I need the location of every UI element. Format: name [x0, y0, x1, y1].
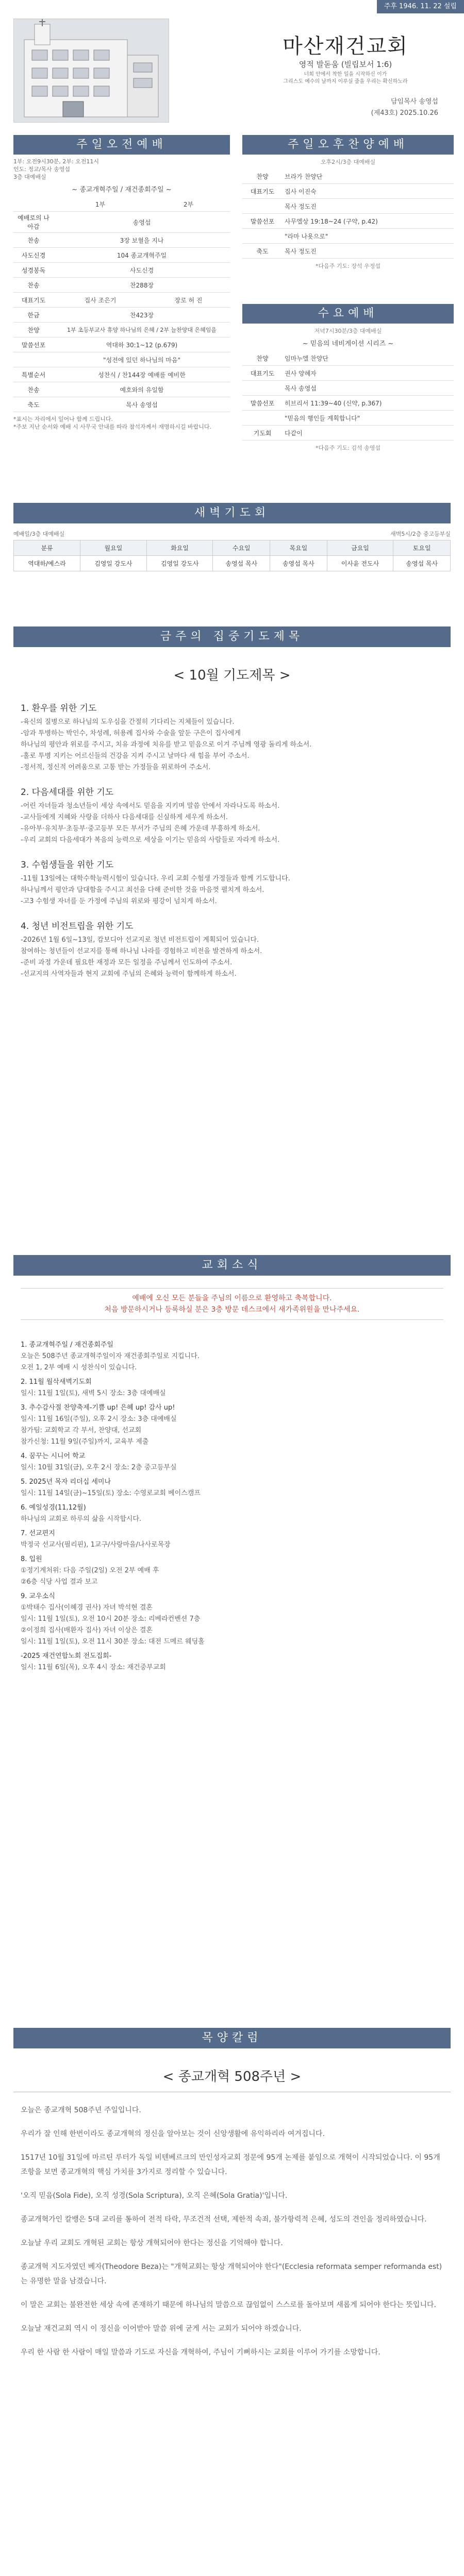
table-row: 한금 찬423장	[13, 308, 230, 323]
church-news-title: 교회소식	[13, 1255, 451, 1276]
issue-number-date: (제43호) 2025.10.26	[371, 109, 438, 117]
intercession-title: 금주의 집중기도제목	[13, 626, 451, 647]
welcome-notice: 예배에 오신 모든 분들을 주님의 이름으로 환영하고 축복합니다. 처음 방문하시거나 등록하실 분은 3층 방문 데스크에서 새가족위원을 만나주세요.	[21, 1288, 443, 1320]
intercession-item: 2. 다음세대를 위한 기도 -어린 자녀들과 청소년들이 세상 속에서도 믿음을 지키며 말씀 안에서 자라나도록 하소서. -교사들에게 지혜와 사랑을 더하사 다음세대를 신실하게 세우게 하소서. -유아부·유치부·초등부·중고등부 모든 부서가 주님의 은혜 가운데 부흥하게 하소서. -우리 교회의 다음세대가 복음의 능력으로 세상을 이기는 믿음의 사람들로 자라게 하소서.	[21, 787, 280, 844]
am-worship-subtitle: ~ 종교개혁주일 / 재건종회주일 ~	[72, 186, 172, 194]
church-name: 마산재건교회	[283, 35, 408, 58]
table-row: 목사 송영섭	[242, 381, 454, 396]
list-item: -2025 재건연합노회 전도집회- 일시: 11월 6일(목), 오후 4시 장소: 재건중부교회	[21, 1652, 166, 1671]
table-row: 분류 월요일 화요일 수요일 목요일 금요일 토요일	[14, 540, 451, 556]
table-row: 말씀선포 히브리서 11:39~40 (신약, p.367)	[242, 396, 454, 411]
table-row: 역대하/예스라 김영일 강도사 김영일 강도사 송영섭 목사 송영섭 목사 이사윤 전도사 송영섭 목사	[14, 556, 451, 571]
list-item: 9. 교우소식 ①박태수 집사(이혜경 권사) 자녀 박석현 결혼 일시: 11월 1일(토), 오전 10시 20분 장소: 리베라컨벤션 7층 ②이정희 집사(배환자 집사) 자녀 이상은 결혼 일시: 11월 1일(토), 오전 11시 30분 장소: 대전 드메르 웨딩홀	[21, 1592, 205, 1646]
year-motto: 영적 발돋움 (빌립보서 1:6)	[299, 60, 392, 69]
table-row: 성경봉독 사도신경	[13, 263, 230, 278]
dawn-prayer-table	[13, 540, 451, 571]
intercession-list	[21, 701, 443, 991]
pm-praise-section: 오후2시/3층 대예배실 찬양 브라가 찬양단 대표기도 집사 이진숙 목사 정도진 말씀선포 사무엘상 19:18~24 (구약, p.42) "라마 나욧으로" 축도 목사 정도진 *다음주 기도: 장석 우정섭	[242, 158, 454, 270]
senior-pastor: 담임목사 송영섭	[390, 98, 438, 106]
intercession-item: 1. 환우를 위한 기도 -육신의 질병으로 하나님의 도우심을 간절히 기다리는 지체들이 있습니다. -암과 투병하는 박인수, 차성례, 허용례 집사와 수술을 앞둔 구은이 집사에게 하나님의 평안과 위로를 주시고, 치유 과정에 치유를 받고 믿음으로 이겨 주님께 영광 돌리게 하소서. -홀로 투병 지키는 어르신들의 건강을 지켜 주시고 날마다 새 힘을 부어 주소서. -정서적, 정신적 어려움으로 고통 받는 가정들을 위로하여 주소서.	[21, 703, 312, 771]
table-row: 1부 2부	[13, 197, 230, 212]
wednesday-table	[242, 351, 454, 440]
pastoral-column-title: 목양칼럼	[13, 2028, 451, 2048]
table-row: 축도 목사 정도진	[242, 244, 454, 259]
am-worship-section: 1부: 오전9시30분, 2부: 오전11시 인도: 정교/목사 송영섭 3층 대예배실 ~ 종교개혁주일 / 재건종회주일 ~ 1부 2부 예배로의 나아감 송영섭 찬송 3장 보혈을 지나 사도신경 104 종교개혁주일 성경봉독 사도신경 찬송 찬288장 대표기도 집사 조은기 장로 허 진 한금 찬423장 찬양 1부 초등부교사 휴양 하나님의 은혜 / 2부 늘찬양대 은혜임을 말씀선포 역대하 30:1~12 (p.679) "성전에 있던 하나님의 마음" 특별순서 성찬식 / 찬144장 예배를 예비한 찬송 예호와의 유일함 축도 목사 송영섭 *표시는 자리에서 일어나 함께 드립니다. *주보 지난 순서와 예배 시 사무국 안내를 따라 참석자께서 재명하시길 바랍니다.	[13, 158, 230, 431]
top-strip	[0, 0, 464, 13]
table-row: 찬송 3장 보혈을 지나	[13, 233, 230, 248]
list-item: 2. 11월 월삭새벽기도회 일시: 11월 1일(토), 새벽 5시 장소: 3층 대예배실	[21, 1378, 166, 1397]
list-item: 5. 2025년 목자 리더십 세미나 일시: 11월 14일(금)~15일(토) 장소: 수영로교회 베이스캠프	[21, 1478, 201, 1497]
intercession-item: 3. 수험생들을 위한 기도 -11월 13일에는 대학수학능력시험이 있습니다. 우리 교회 수험생 가정들과 함께 기도합니다. 하나님께서 평안과 담대함을 주시고 최선을 다해 준비한 것을 마음껏 펼치게 하소서. -고3 수험생 자녀를 둔 가정에 주님의 위로와 평강이 넘치게 하소서.	[21, 860, 290, 905]
building-illustration-icon	[14, 19, 169, 122]
table-row: 목사 정도진	[242, 199, 454, 214]
wednesday-title: 수요예배	[242, 304, 454, 324]
list-item: 7. 선교편지 박정국 선교사(필리핀), 1교구/사랑마을/나사로목장	[21, 1530, 171, 1549]
wednesday-section: 저녁7시30분/3층 대예배실 ~ 믿음의 네비게이션 시리즈 ~ 찬양 임마누엘 찬양단 대표기도 권사 양혜자 목사 송영섭 말씀선포 히브리서 11:39~40 (신약, p.367) "믿음의 행인들 계획합니다" 기도회 다같이 *다음주 기도: 김석 송영섭	[242, 327, 454, 452]
dawn-prayer-section: 예배일/3층 대예배실 새벽5시/2층 중고등부실 분류 월요일 화요일 수요일 목요일 금요일 토요일 역대하/예스라 김영일 강도사 김영일 강도사 송영섭 목사 송영섭 목사 이사윤 전도사 송영섭 목사	[13, 530, 451, 571]
table-row: 특별순서 성찬식 / 찬144장 예배를 예비한	[13, 367, 230, 382]
dawn-prayer-title: 새벽기도회	[13, 503, 451, 523]
church-building-image	[13, 19, 169, 123]
table-row: 말씀선포 역대하 30:1~12 (p.679)	[13, 337, 230, 352]
table-row: 찬양 브라가 찬양단	[242, 169, 454, 184]
table-row: 대표기도 집사 이진숙	[242, 184, 454, 199]
am-worship-title: 주일오전예배	[13, 135, 230, 155]
table-row: 사도신경 104 종교개혁주일	[13, 248, 230, 263]
intercession-item: 4. 청년 비전트립을 위한 기도 -2026년 1월 6일~13일, 캄보디아 선교지로 청년 비전트립이 계획되어 있습니다. 참여하는 청년들이 선교지를 통해 하나님 나라를 경험하고 비전을 발견하게 하소서. -준비 과정 가운데 필요한 재정과 모든 일정을 주님께서 인도하여 주소서. -선교지의 사역자들과 현지 교회에 주님의 은혜와 능력이 함께하게 하소서.	[21, 921, 262, 978]
table-row: 대표기도 집사 조은기 장로 허 진	[13, 293, 230, 308]
table-row: 찬송 예호와의 유일함	[13, 382, 230, 397]
table-row: 찬송 찬288장	[13, 278, 230, 293]
list-item: 4. 꿈꾸는 시니어 학교 일시: 10월 31일(금), 오후 2시 장소: 2층 중고등부실	[21, 1452, 177, 1471]
column-subtitle: < 종교개혁 508주년 >	[162, 2069, 302, 2084]
list-item: 8. 입원 ①정기계처위: 다음 주일(2일) 오전 2부 예배 후 ②6층 식당 사업 결과 보고	[21, 1555, 159, 1586]
table-row: "믿음의 행인들 계획합니다"	[242, 411, 454, 426]
table-row: 대표기도 권사 양혜자	[242, 366, 454, 381]
founding-badge: 주후 1946. 11. 22 설립	[377, 0, 464, 13]
column-body: 오늘은 종교개혁 508주년 주일입니다. 우리가 잘 인해 한번이라도 종교개혁의 정신을 알아보는 것이 신앙생활에 유익하리라 여겨집니다. 1517년 10월 31일에 마르틴 루터가 독일 비텐베르크의 만인성자교회 정문에 95개 논제를 붙임으로 개혁이 시작되었습니다. 이 95개 조항을 보면 종교개혁의 핵심 가치를 3가지로 정리할 수 있습니다. '오직 믿음(Sola Fide), 오직 성경(Sola Scriptura), 오직 은혜(Sola Gratia)'입니다. 종교개혁가인 칼뱅은 5대 교리를 통하여 전적 타락, 무조건적 선택, 제한적 속죄, 불가항력적 은혜, 성도의 견인을 정리하였습니다. 오늘날 우리 교회도 개혁된 교회는 항상 개혁되어야 한다는 정신을 기억해야 합니다. 종교개혁 지도자였던 베자(Theodore Beza)는 "개혁교회는 항상 개혁되어야 한다"(Ecclesia reformata semper reformanda est)는 유명한 말을 남겼습니다. 이 말은 교회는 불완전한 세상 속에 존재하기 때문에 하나님의 말씀으로 끊임없이 스스로를 돌아보며 새롭게 되어야 한다는 뜻입니다. 오늘날 재건교회 역시 이 정신을 이어받아 말씀 위에 굳게 서는 교회가 되어야 하겠습니다. 우리 한 사람 한 사람이 매일 말씀과 기도로 자신을 개혁하여, 주님이 기뻐하시는 교회를 이루어 가기를 소망합니다.	[21, 2106, 442, 2357]
table-row: "성전에 있던 하나님의 마음"	[13, 352, 230, 367]
table-row: "라마 나욧으로"	[242, 229, 454, 244]
table-row: 말씀선포 사무엘상 19:18~24 (구약, p.42)	[242, 214, 454, 229]
motto-verse: 너희 안에서 착한 일을 시작하신 이가 그리스도 예수의 날까지 이루실 줄을 우리는 확신하노라	[283, 72, 408, 84]
table-row: 찬양 1부 초등부교사 휴양 하나님의 은혜 / 2부 늘찬양대 은혜임을	[13, 323, 230, 337]
table-row: 기도회 다같이	[242, 426, 454, 440]
table-row: 찬양 임마누엘 찬양단	[242, 351, 454, 366]
list-item: 3. 추수감사절 찬양축제-기쁨 up! 은혜 up! 감사 up! 일시: 11월 16일(주일), 오후 2시 장소: 3층 대예배실 참가팀: 교회학교 각 부서, 찬양대, 선교회 참가신청: 11월 9일(주일)까지, 교육부 제출	[21, 1404, 177, 1446]
list-item: 6. 예일성경(11,12월) 하나님의 교회로 하루의 삶을 시작합시다.	[21, 1504, 142, 1523]
news-list	[21, 1340, 443, 1676]
list-item: 1. 종교개혁주일 / 재건종회주일 오늘은 508주년 종교개혁주일이자 재건종회주일로 지킵니다. 오전 1, 2부 예배 시 성찬식이 있습니다.	[21, 1341, 200, 1371]
intercession-subtitle: < 10월 기도제목 >	[173, 668, 291, 683]
table-row: 예배로의 나아감 송영섭	[13, 212, 230, 233]
table-row: 축도 목사 송영섭	[13, 397, 230, 412]
pm-praise-table	[242, 169, 454, 259]
pm-praise-title: 주일오후찬양예배	[242, 135, 454, 155]
am-worship-order-table	[13, 197, 230, 412]
header	[0, 13, 464, 130]
